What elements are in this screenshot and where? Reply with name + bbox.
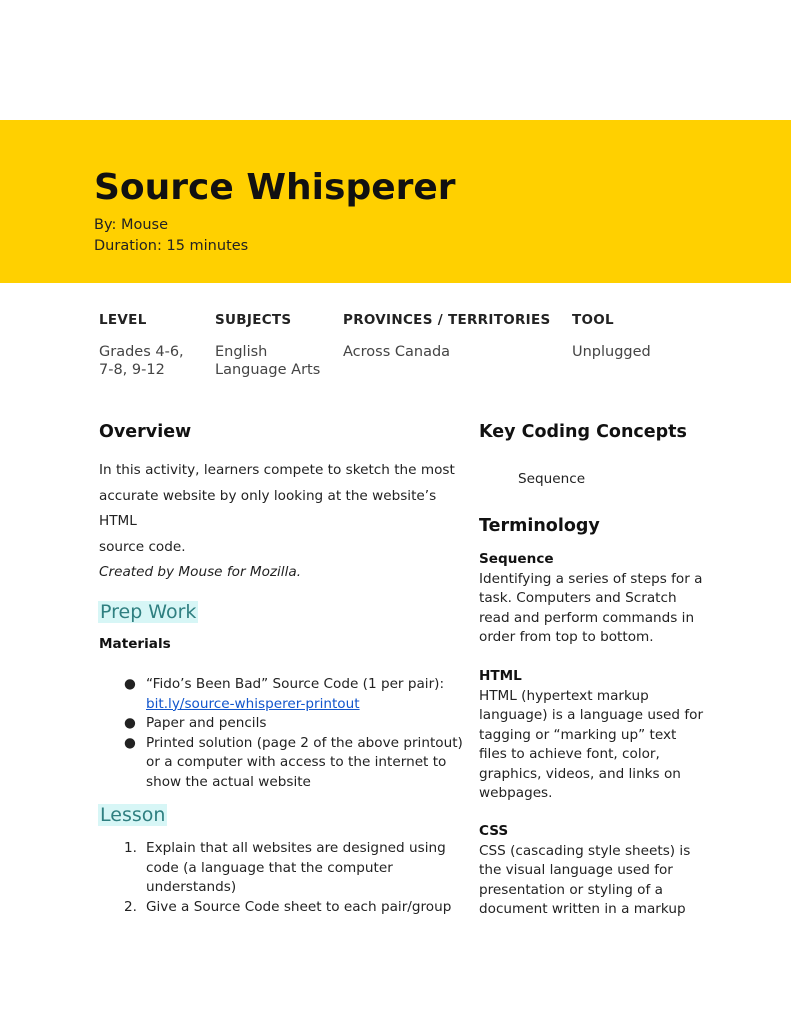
term-html — [479, 667, 704, 804]
subjects-value-line: Language Arts — [215, 362, 321, 378]
list-item — [124, 898, 464, 918]
provinces-value — [343, 343, 450, 361]
term-definition: CSS (cascading style sheets) is the visual language used for presentation or styling of a document written in a markup — [479, 842, 691, 917]
terminology-heading: Terminology — [479, 516, 600, 536]
overview-line: source code. — [99, 538, 186, 555]
printout-link[interactable]: bit.ly/source-whisperer-printout — [146, 695, 360, 712]
level-value — [99, 343, 184, 379]
overview-heading: Overview — [99, 422, 192, 442]
credit-line: Created by Mouse for Mozilla. — [99, 564, 302, 580]
bullet-icon: ● — [124, 715, 136, 731]
list-item — [124, 734, 464, 793]
list-item — [124, 675, 464, 714]
bullet-icon: ● — [124, 734, 136, 751]
prep-work-heading: Prep Work — [100, 601, 197, 623]
provinces-heading: PROVINCES / TERRITORIES — [343, 312, 551, 328]
lesson-steps — [124, 839, 464, 917]
list-item — [124, 839, 464, 898]
concept-item: Sequence — [518, 471, 586, 487]
overview-line: In this activity, learners compete to sketch the most — [99, 462, 455, 478]
subjects-value-line: English — [215, 344, 268, 360]
step-number: 2. — [124, 898, 137, 915]
list-item — [124, 714, 464, 734]
term-name: Sequence — [479, 551, 554, 567]
term-sequence — [479, 550, 704, 648]
step-number: 1. — [124, 840, 137, 856]
material-text: Printed solution (page 2 of the above printout) or a computer with access to the internet to show the actual website — [146, 734, 463, 790]
term-css — [479, 822, 704, 920]
material-text: Paper and pencils — [146, 715, 267, 731]
tool-value-line: Unplugged — [572, 344, 651, 360]
subjects-value — [215, 343, 320, 379]
overview-line: accurate website by only looking at the website’s HTML — [99, 487, 437, 529]
concepts-heading: Key Coding Concepts — [479, 422, 687, 442]
author-line: By: Mouse — [94, 217, 169, 233]
tool-value — [572, 343, 651, 361]
term-name: CSS — [479, 823, 509, 839]
tool-heading: TOOL — [572, 312, 614, 328]
term-definition: HTML (hypertext markup language) is a language used for tagging or “marking up” text files to achieve font, color, graphics, videos, and links on webpages. — [479, 687, 704, 801]
overview-text — [99, 458, 469, 560]
term-name: HTML — [479, 668, 522, 684]
page-title: Source Whisperer — [94, 167, 456, 208]
subjects-heading: SUBJECTS — [215, 312, 292, 328]
step-text: Give a Source Code sheet to each pair/group — [146, 898, 452, 915]
term-definition: Identifying a series of steps for a task. Computers and Scratch read and perform commands in order from top to bottom. — [479, 570, 703, 645]
materials-list — [124, 675, 464, 792]
duration-line: Duration: 15 minutes — [94, 238, 249, 254]
level-heading: LEVEL — [99, 312, 147, 328]
step-text: Explain that all websites are designed using code (a language that the computer understands) — [146, 840, 446, 895]
level-value-line: 7-8, 9-12 — [99, 362, 165, 378]
level-value-line: Grades 4-6, — [99, 344, 184, 360]
material-text: “Fido’s Been Bad” Source Code (1 per pair): — [146, 676, 445, 692]
materials-label: Materials — [99, 636, 171, 652]
provinces-value-line: Across Canada — [343, 344, 451, 360]
bullet-icon: ● — [124, 676, 136, 692]
lesson-heading: Lesson — [100, 804, 166, 826]
